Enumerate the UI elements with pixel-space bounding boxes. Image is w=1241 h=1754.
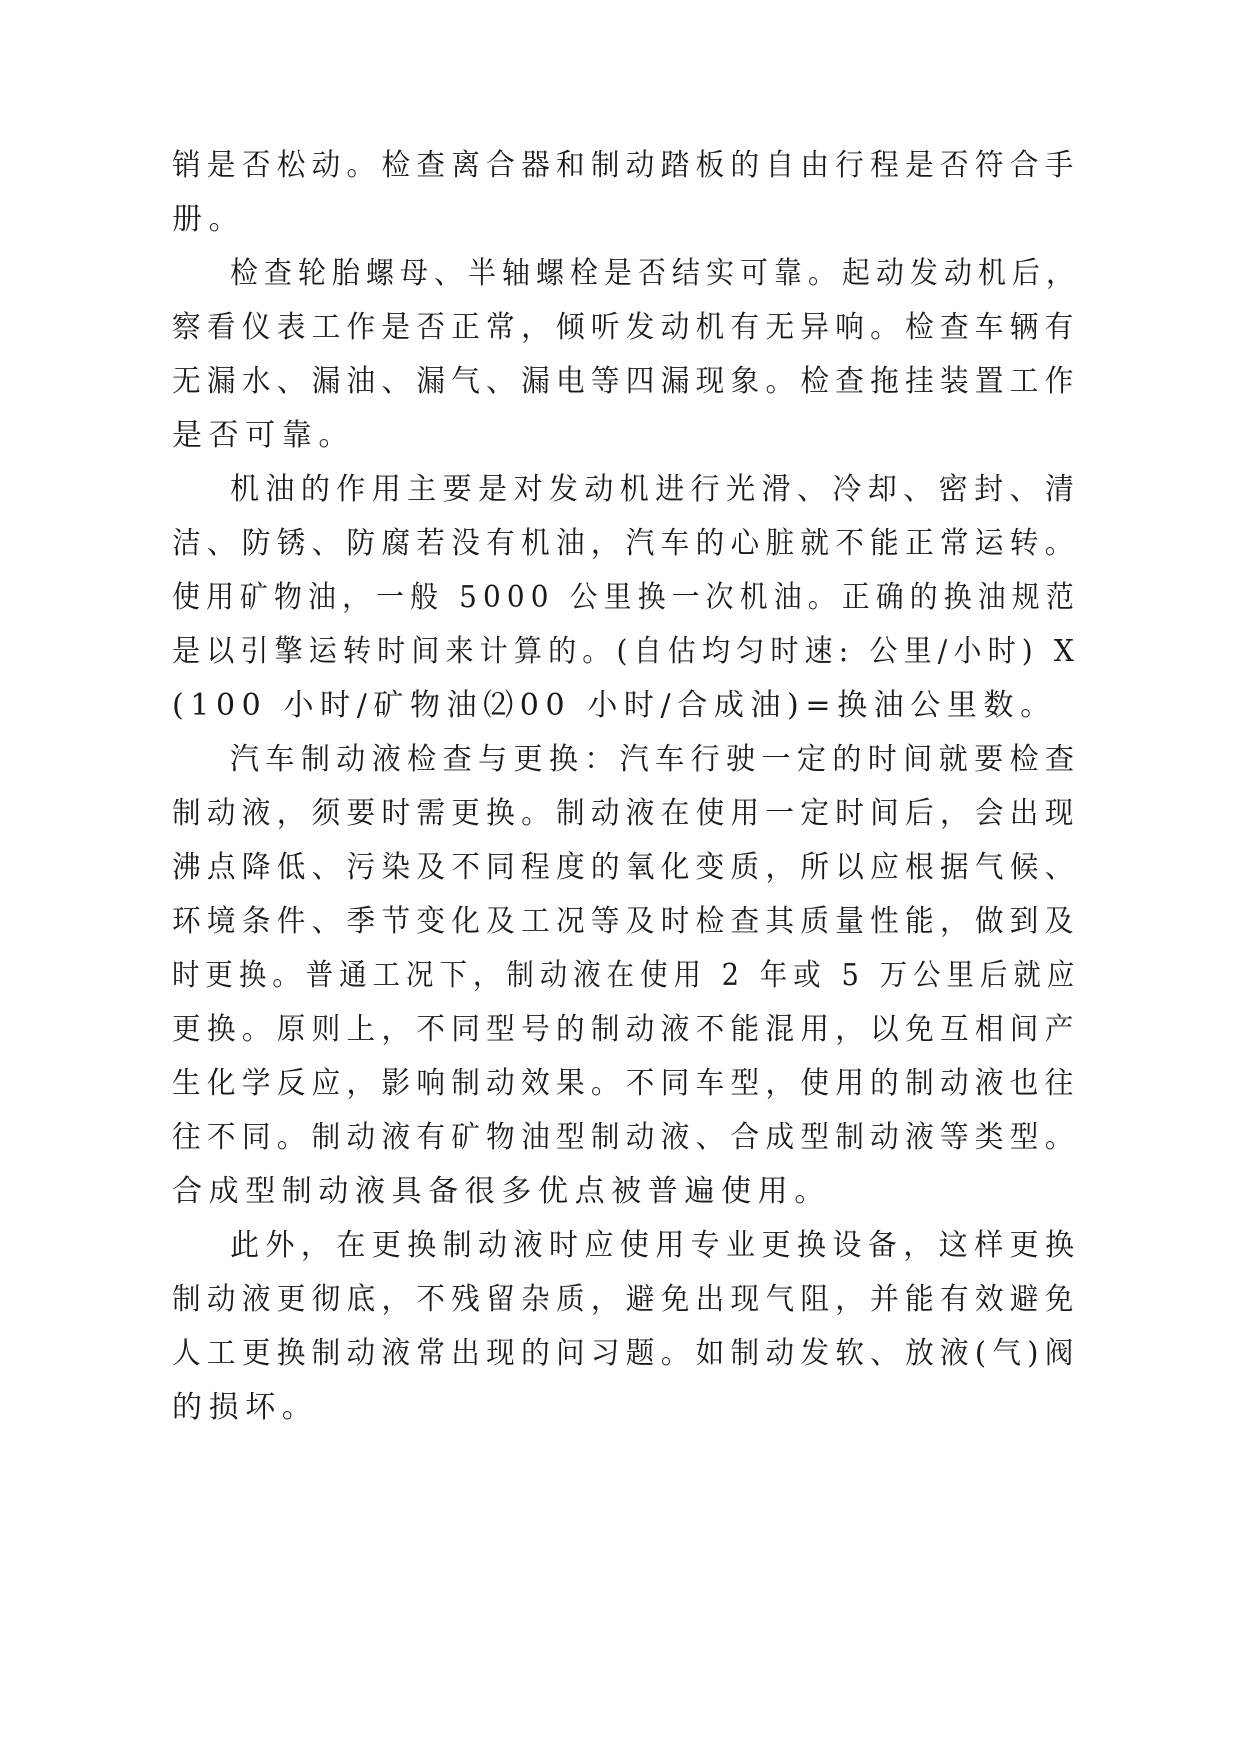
text-line: 更换。原则上，不同型号的制动液不能混用，以免互相间产 [172,1012,1080,1047]
text-line: 洁、防锈、防腐若没有机油，汽车的心脏就不能正常运转。 [172,526,1080,561]
text-line: 册。 [172,202,246,237]
text-line: 无漏水、漏油、漏气、漏电等四漏现象。检查拖挂装置工作 [172,364,1080,399]
text-line: 往不同。制动液有矿物油型制动液、合成型制动液等类型。 [172,1120,1080,1155]
text-line: 是否可靠。 [172,418,355,453]
text-line: 察看仪表工作是否正常，倾听发动机有无异响。检查车辆有 [172,310,1080,345]
text-line: 的损坏。 [172,1390,319,1425]
text-line: 人工更换制动液常出现的问习题。如制动发软、放液(气)阀 [172,1336,1080,1371]
text-line: 销是否松动。检查离合器和制动踏板的自由行程是否符合手 [172,148,1080,183]
text-line: 沸点降低、污染及不同程度的氧化变质，所以应根据气候、 [172,850,1080,885]
text-line: 是以引擎运转时间来计算的。(自估均匀时速: 公里/小时) X [172,634,1081,669]
text-line: 环境条件、季节变化及工况等及时检查其质量性能，做到及 [172,904,1080,939]
text-line: 时更换。普通工况下，制动液在使用 2 年或 5 万公里后就应 [172,958,1081,993]
text-line: 合成型制动液具备很多优点被普遍使用。 [172,1174,831,1209]
text-line: 制动液更彻底，不残留杂质，避免出现气阻，并能有效避免 [172,1282,1080,1317]
paragraph-first-line: 机油的作用主要是对发动机进行光滑、冷却、密封、清 [230,472,1081,507]
paragraph-first-line: 检查轮胎螺母、半轴螺栓是否结实可靠。起动发动机后， [230,256,1080,291]
paragraph-first-line: 此外，在更换制动液时应使用专业更换设备，这样更换 [230,1228,1081,1263]
text-line: 生化学反应，影响制动效果。不同车型，使用的制动液也往 [172,1066,1080,1101]
text-line: (100 小时/矿物油⑵00 小时/合成油)=换油公里数。 [172,688,1057,723]
text-line: 制动液，须要时需更换。制动液在使用一定时间后，会出现 [172,796,1080,831]
text-line: 使用矿物油，一般 5000 公里换一次机油。正确的换油规范 [172,580,1080,615]
paragraph-first-line: 汽车制动液检查与更换：汽车行驶一定的时间就要检查 [230,742,1081,777]
